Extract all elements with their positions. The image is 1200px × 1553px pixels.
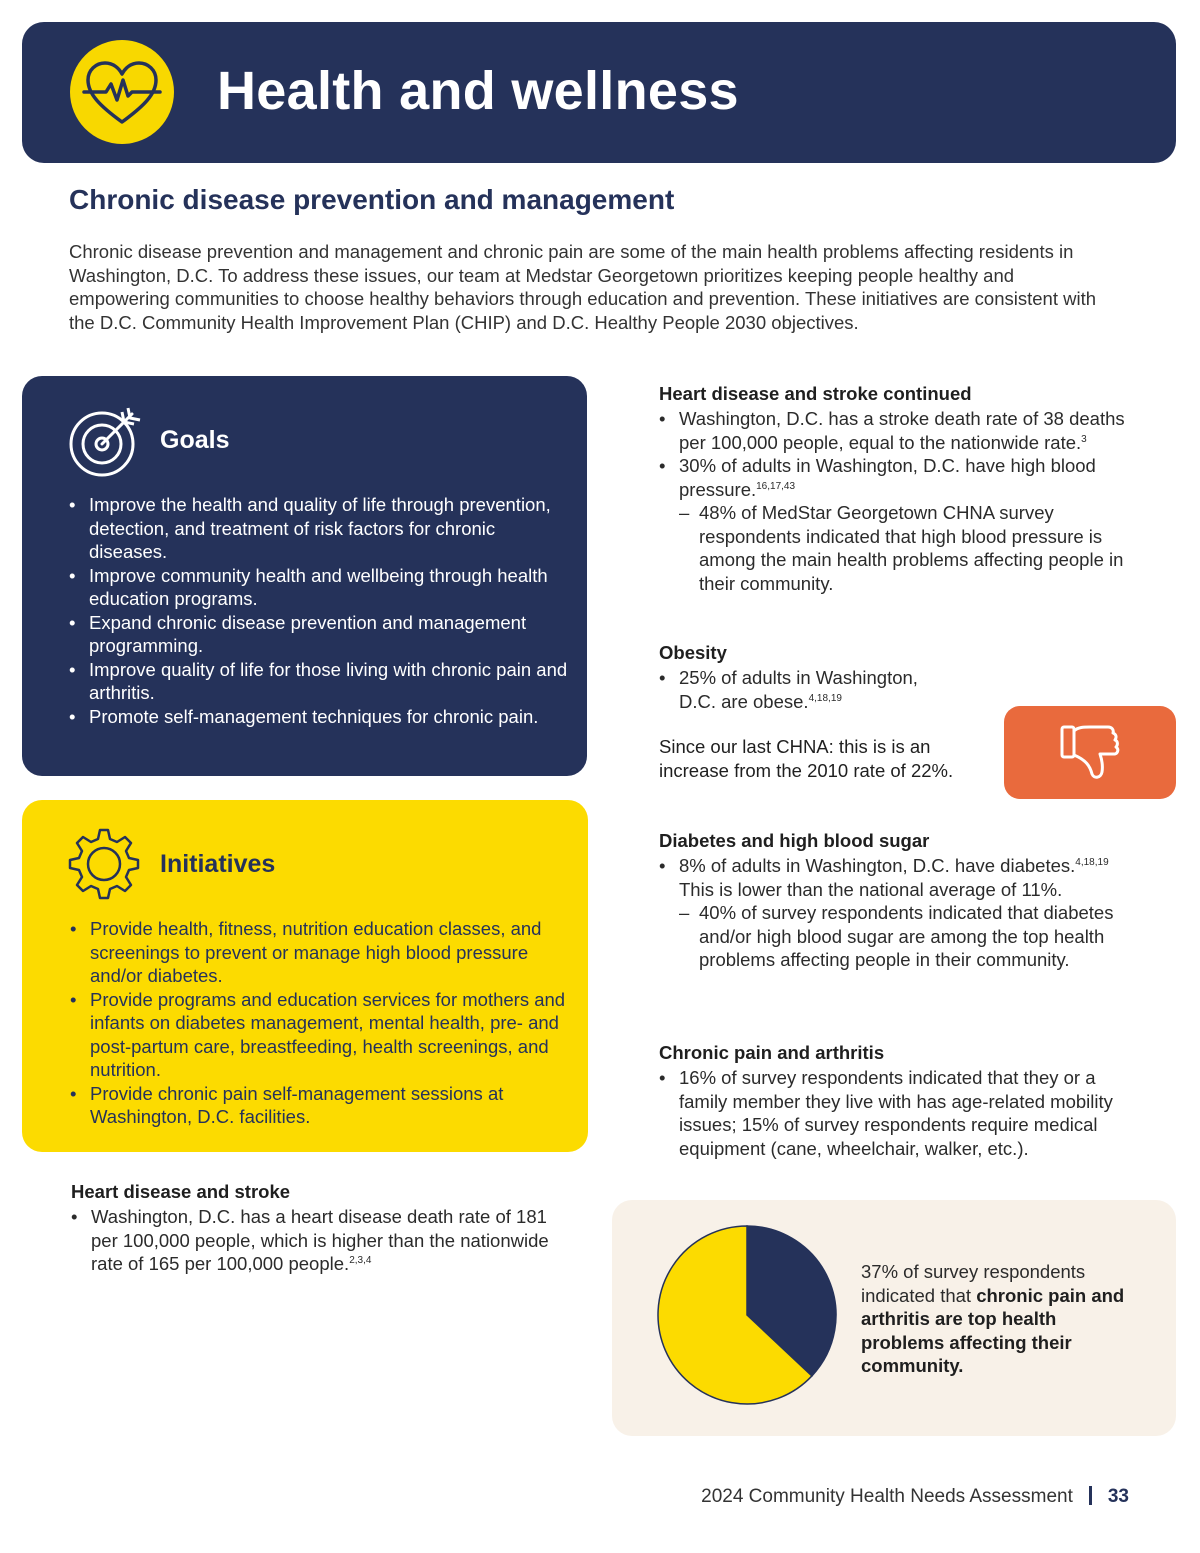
goals-list xyxy=(69,493,569,728)
target-icon xyxy=(66,406,146,485)
section-title: Chronic disease prevention and management xyxy=(69,184,675,215)
footer-divider xyxy=(1089,1486,1092,1505)
list-item: • Provide chronic pain self-management sessions at Washington, D.C. facilities. xyxy=(70,1082,570,1129)
list-item: • 30% of adults in Washington, D.C. have high blood pressure.$^{16,17,43}$ xyxy=(659,454,1139,501)
chronic-pain-heading: Chronic pain and arthritis xyxy=(659,1042,885,1063)
list-item: • Promote self-management techniques for chronic pain. xyxy=(69,705,569,729)
thumbs-down-icon xyxy=(1056,719,1124,787)
goals-title: Goals xyxy=(160,426,230,454)
list-item: • Provide programs and education services for mothers and infants on diabetes management, mental health, pre- and post-partum care, breastfeeding, health screenings, and nutrition. xyxy=(70,988,570,1082)
trend-badge xyxy=(1004,706,1176,799)
footer-title: 2024 Community Health Needs Assessment xyxy=(701,1486,1073,1507)
heart-continued-heading: Heart disease and stroke continued xyxy=(659,383,972,404)
obesity-heading: Obesity xyxy=(659,642,727,663)
obesity-trend-note: Since our last CHNA: this is is an increase from the 2010 rate of 22%. xyxy=(659,736,954,781)
heart-pulse-icon xyxy=(70,40,174,144)
list-item: • Washington, D.C. has a heart disease death rate of 181 per 100,000 people, which is higher than the nationwide rate of 165 per 100,000 people.$^{2,3,4}$ xyxy=(71,1205,571,1276)
list-item: • Washington, D.C. has a stroke death rate of 38 deaths per 100,000 people, equal to the nationwide rate.$^3$ xyxy=(659,407,1139,454)
list-item: • Improve the health and quality of life through prevention, detection, and treatment of risk factors for chronic diseases. xyxy=(69,493,569,564)
pie-callout-panel xyxy=(612,1200,1176,1436)
page-title: Health and wellness xyxy=(217,61,739,121)
diabetes-list xyxy=(659,854,1129,972)
list-item: • Expand chronic disease prevention and management programming. xyxy=(69,611,569,658)
list-item: • Provide health, fitness, nutrition education classes, and screenings to prevent or manage high blood pressure and/or diabetes. xyxy=(70,917,570,988)
heart-continued-list xyxy=(659,407,1139,595)
heart-disease-heading: Heart disease and stroke xyxy=(71,1181,291,1202)
list-subitem: – 48% of MedStar Georgetown CHNA survey respondents indicated that high blood pressure is among the main health problems affecting people in their community. xyxy=(659,501,1139,595)
diabetes-heading: Diabetes and high blood sugar xyxy=(659,830,930,851)
intro-paragraph: Chronic disease prevention and management and chronic pain are some of the main health problems affecting residents in Washington, D.C. To address these issues, our team at Medstar Georgetown prioritizes keeping people healthy and empowering communities to choose healthy behaviors through education and prevention. These initiatives are consistent with the D.C. Community Health Improvement Plan (CHIP) and D.C. Healthy People 2030 objectives. xyxy=(69,241,1097,333)
list-item: • 8% of adults in Washington, D.C. have diabetes.$^{4,18,19}$ This is lower than the national average of 11%. xyxy=(659,854,1129,901)
initiatives-list xyxy=(70,917,570,1129)
pie-callout-text: 37% of survey respondents indicated that chronic pain and arthritis are top health problems affecting their community. xyxy=(861,1261,1125,1376)
list-item: • 16% of survey respondents indicated that they or a family member they live with has age-related mobility issues; 15% of survey respondents require medical equipment (cane, wheelchair, walker, etc.). xyxy=(659,1066,1139,1160)
chronic-pain-list xyxy=(659,1066,1139,1160)
initiatives-card xyxy=(22,800,588,1152)
page-banner xyxy=(22,22,1176,163)
heart-disease-list xyxy=(71,1205,571,1276)
list-subitem: – 40% of survey respondents indicated that diabetes and/or high blood sugar are among the top health problems affecting people in their community. xyxy=(659,901,1129,972)
list-item: • 25% of adults in Washington, D.C. are obese.$^{4,18,19}$ xyxy=(659,666,959,713)
gear-icon xyxy=(66,826,142,907)
page-number: 33 xyxy=(1107,1486,1129,1507)
list-item: • Improve community health and wellbeing through health education programs. xyxy=(69,564,569,611)
initiatives-title: Initiatives xyxy=(160,850,276,878)
page-footer xyxy=(701,1486,1129,1508)
list-item: • Improve quality of life for those living with chronic pain and arthritis. xyxy=(69,658,569,705)
goals-card xyxy=(22,376,587,776)
pie-chart xyxy=(656,1224,838,1406)
obesity-list xyxy=(659,666,959,713)
